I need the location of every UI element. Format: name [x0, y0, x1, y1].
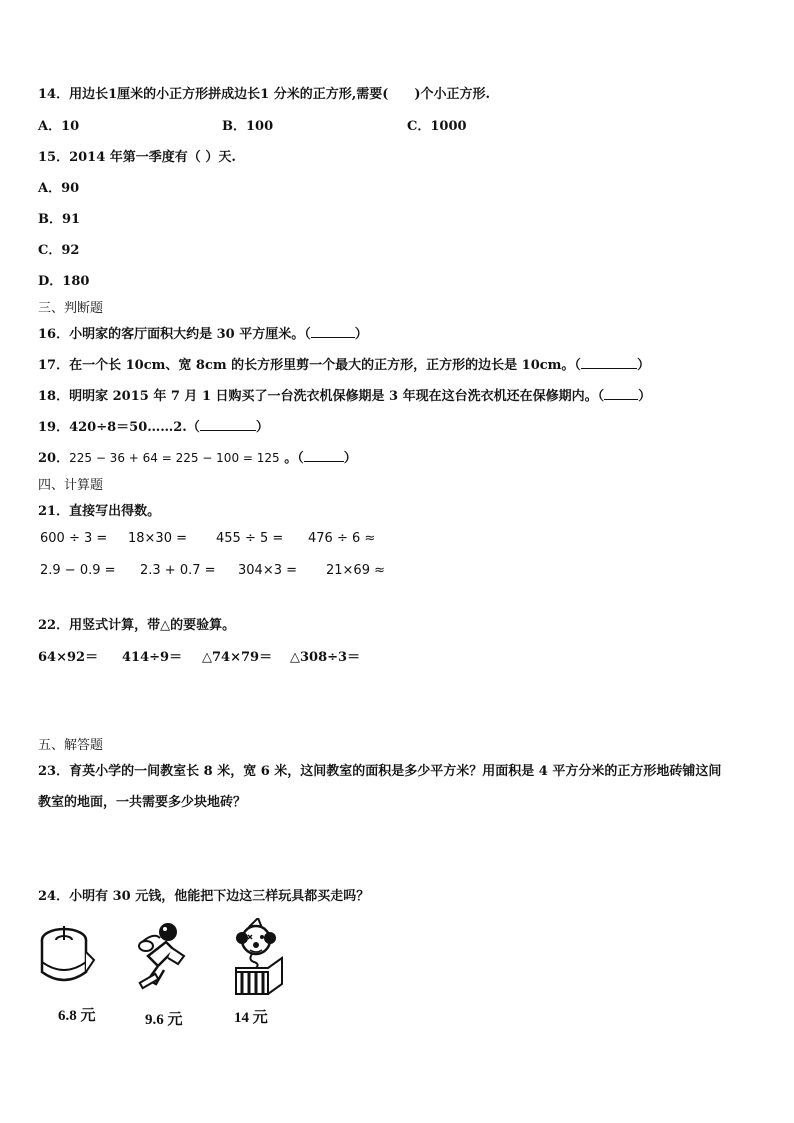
q15-option-b: B．91 [38, 212, 81, 227]
section-calculation-heading: 四、计算题 [38, 478, 104, 493]
q21-item: 304×3 = [238, 563, 298, 578]
q20-expression: 225 − 36 + 64 = 225 − 100 = 125 [69, 451, 280, 465]
q22-item: 64×92＝ [38, 650, 99, 665]
section-word-problems-heading: 五、解答题 [38, 738, 104, 753]
q21-item: 455 ÷ 5 = [216, 531, 284, 546]
q16-answer-blank[interactable] [311, 327, 355, 338]
toy-price: 6.8 元 [58, 1008, 96, 1024]
q20-number: 20． [38, 451, 70, 466]
q22-item: 414÷9＝ [122, 650, 183, 665]
q23-line-1: 23．育英小学的一间教室长 8 米，宽 6 米，这间教室的面积是多少平方米？用面积是 4 平方分米的正方形地砖铺这间 [38, 764, 722, 779]
q20-close: ） [343, 451, 357, 466]
q21-item: 18×30 = [128, 531, 188, 546]
toy-price: 14 元 [234, 1010, 268, 1026]
q18-stem [38, 385, 651, 404]
q16-close: ） [354, 327, 368, 342]
q14-option-c: C．1000 [407, 119, 467, 134]
q19-text: 19．420÷8＝50……2.（ [38, 420, 200, 435]
q19-close: ） [255, 420, 269, 435]
q21-item: 2.9 − 0.9 = [40, 563, 116, 578]
q22-stem: 22．用竖式计算，带△的要验算。 [38, 618, 236, 633]
q14-option-a: A．10 [38, 119, 80, 134]
q17-stem [38, 354, 650, 373]
q21-item: 21×69 ≈ [326, 563, 386, 578]
q16-stem [38, 323, 368, 342]
q20-tail: 。（ [279, 451, 304, 466]
q17-answer-blank[interactable] [581, 358, 637, 369]
toy-price: 9.6 元 [145, 1012, 183, 1028]
q18-text: 18．明明家 2015 年 7 月 1 日购买了一台洗衣机保修期是 3 年现在这台洗衣机还在保修期内。（ [38, 389, 605, 404]
q20-answer-blank[interactable] [304, 451, 344, 462]
q21-item: 476 ÷ 6 ≈ [308, 531, 376, 546]
q21-stem: 21．直接写出得数。 [38, 504, 161, 519]
q19-stem [38, 416, 269, 435]
q24-stem: 24．小明有 30 元钱，他能把下边这三样玩具都买走吗？ [38, 889, 370, 904]
q14-option-b: B．100 [222, 119, 274, 134]
q17-text: 17．在一个长 10cm、宽 8cm 的长方形里剪一个最大的正方形，正方形的边长是 10cm。（ [38, 358, 581, 373]
q23-line-2: 教室的地面，一共需要多少块地砖？ [38, 795, 247, 810]
q15-option-d: D．180 [38, 274, 90, 289]
q16-text: 16．小明家的客厅面积大约是 30 平方厘米。（ [38, 327, 311, 342]
q22-item: △308÷3＝ [290, 650, 361, 665]
toy-telescope-icon [132, 920, 192, 992]
q19-answer-blank[interactable] [200, 420, 256, 431]
q22-item: △74×79＝ [202, 650, 273, 665]
toy-clown-box-icon [222, 918, 288, 998]
q18-answer-blank[interactable] [604, 389, 638, 400]
toy-roll-icon [36, 922, 96, 994]
q20-stem [38, 447, 357, 466]
q15-option-c: C．92 [38, 243, 80, 258]
q18-close: ） [638, 389, 652, 404]
q21-item: 2.3 + 0.7 = [140, 563, 216, 578]
q21-item: 600 ÷ 3 = [40, 531, 108, 546]
q14-stem: 14．用边长1厘米的小正方形拼成边长1 分米的正方形,需要( )个小正方形. [38, 87, 491, 102]
q15-stem: 15．2014 年第一季度有（ ）天. [38, 150, 236, 165]
q15-option-a: A．90 [38, 181, 80, 196]
section-true-false-heading: 三、判断题 [38, 301, 104, 316]
q17-close: ） [636, 358, 650, 373]
